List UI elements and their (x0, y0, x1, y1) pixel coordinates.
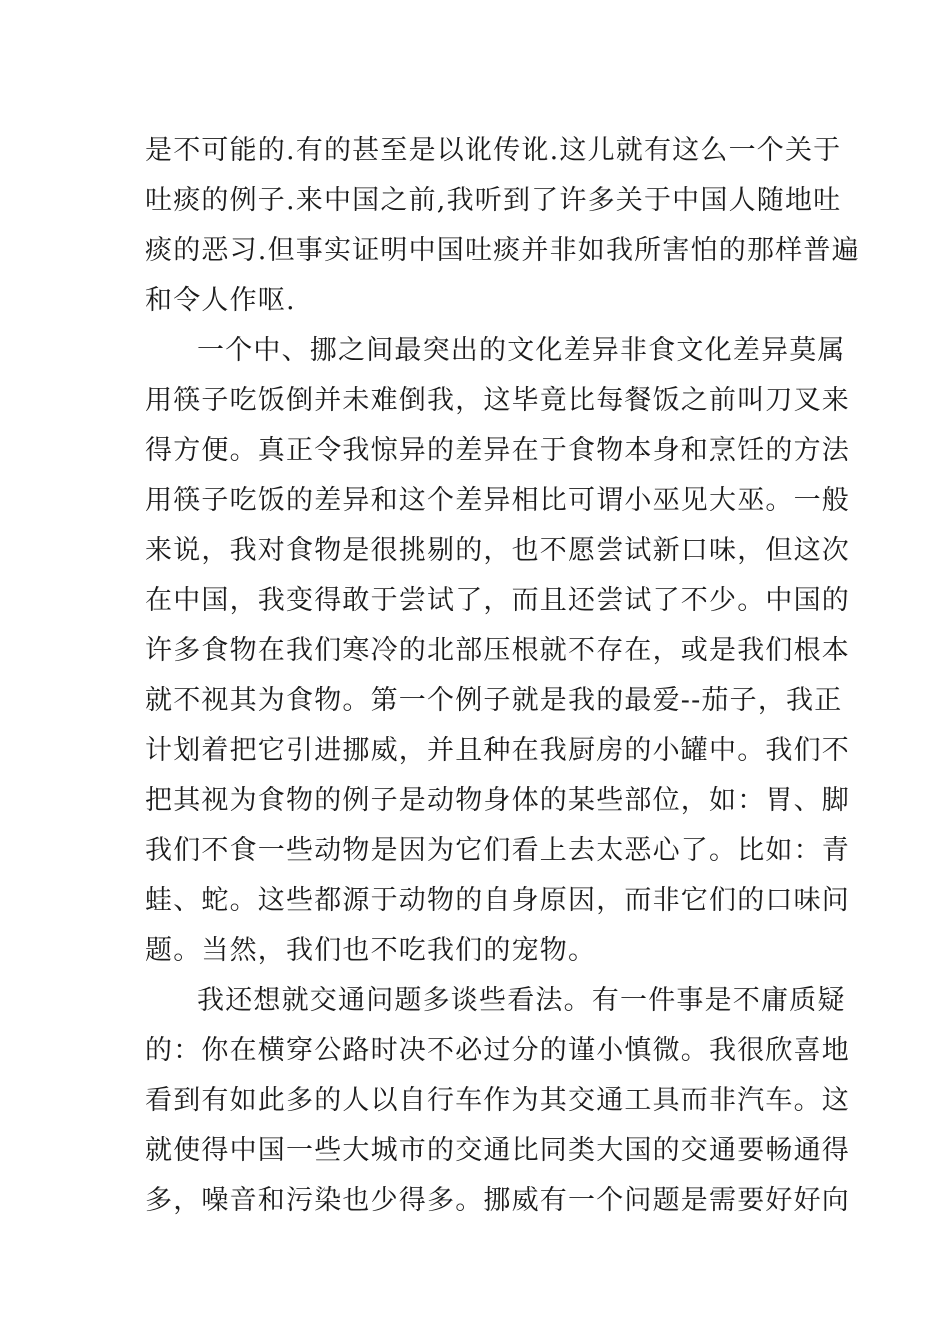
text-line: 蛙、蛇。这些都源于动物的自身原因，而非它们的口味问 (145, 885, 850, 916)
text-line: 和令人作呕. (145, 285, 296, 316)
text-line: 多，噪音和污染也少得多。挪威有一个问题是需要好好向 (145, 1185, 850, 1216)
text-line: 我们不食一些动物是因为它们看上去太恶心了。比如：青 (145, 835, 850, 866)
text-line: 得方便。真正令我惊异的差异在于食物本身和烹饪的方法 (145, 435, 850, 466)
text-line: 计划着把它引进挪威，并且种在我厨房的小罐中。我们不 (145, 735, 850, 766)
text-line: 吐痰的例子.来中国之前,我听到了许多关于中国人随地吐 (145, 185, 842, 216)
text-line: 看到有如此多的人以自行车作为其交通工具而非汽车。这 (145, 1085, 850, 1116)
text-line: 痰的恶习.但事实证明中国吐痰并非如我所害怕的那样普遍 (145, 235, 860, 266)
text-line: 就不视其为食物。第一个例子就是我的最爱--茄子，我正 (145, 685, 843, 716)
text-line: 来说，我对食物是很挑剔的，也不愿尝试新口味，但这次 (145, 535, 850, 566)
text-line: 许多食物在我们寒冷的北部压根就不存在，或是我们根本 (145, 635, 850, 666)
text-line: 用筷子吃饭倒并未难倒我，这毕竟比每餐饭之前叫刀叉来 (145, 385, 850, 416)
text-line: 在中国，我变得敢于尝试了，而且还尝试了不少。中国的 (145, 585, 850, 616)
text-line: 一个中、挪之间最突出的文化差异非食文化差异莫属 (197, 335, 846, 366)
text-line: 的：你在横穿公路时决不必过分的谨小慎微。我很欣喜地 (145, 1035, 850, 1066)
text-line: 是不可能的.有的甚至是以讹传讹.这儿就有这么一个关于 (145, 135, 842, 166)
text-line: 我还想就交通问题多谈些看法。有一件事是不庸质疑 (197, 985, 846, 1016)
text-line: 用筷子吃饭的差异和这个差异相比可谓小巫见大巫。一般 (145, 485, 850, 516)
text-line: 把其视为食物的例子是动物身体的某些部位，如：胃、脚 (145, 785, 850, 816)
text-line: 题。当然，我们也不吃我们的宠物。 (145, 935, 597, 966)
text-line: 就使得中国一些大城市的交通比同类大国的交通要畅通得 (145, 1135, 850, 1166)
